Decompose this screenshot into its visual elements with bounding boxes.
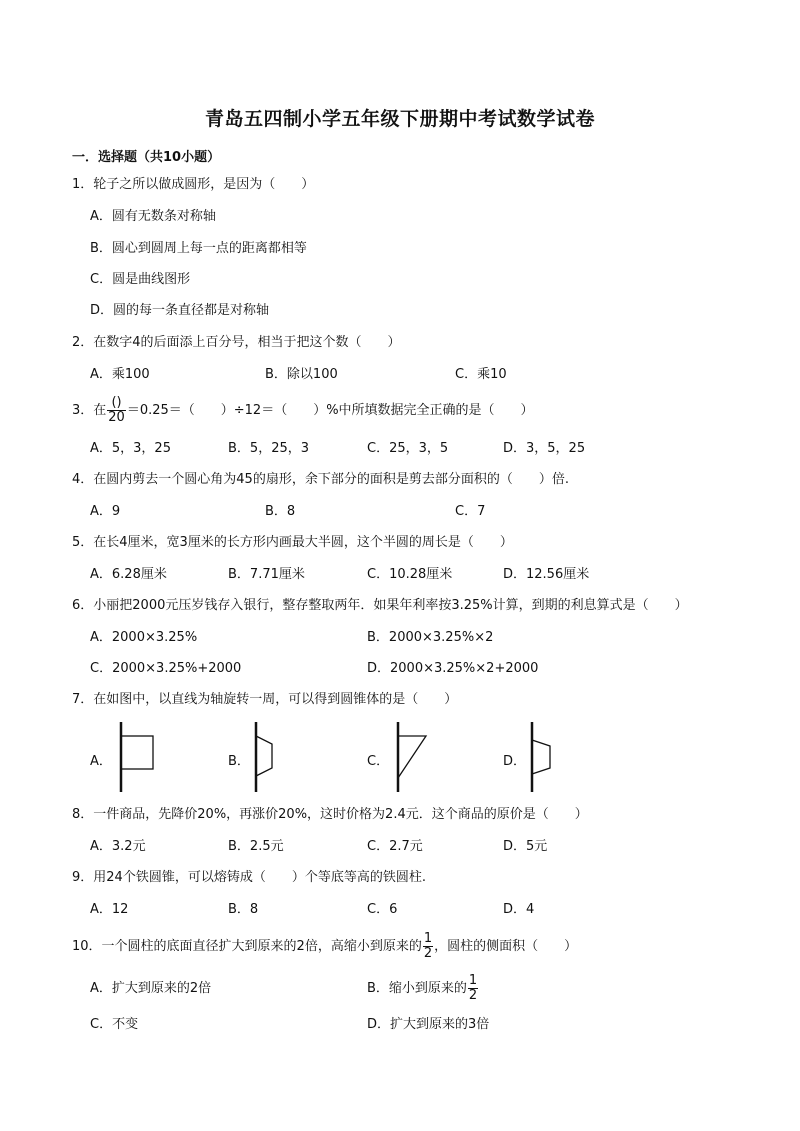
fraction-numerator: 1 (468, 973, 478, 988)
figure-b-trapezoid-on-axis (252, 722, 292, 792)
question-3-option-b[interactable]: B．5，25，3 (228, 441, 310, 456)
question-4-option-a[interactable]: A．9 (90, 504, 121, 519)
question-9-option-a[interactable]: A．12 (90, 902, 129, 917)
figure-d-trapezoid-on-axis (526, 722, 576, 792)
question-4-option-b[interactable]: B．8 (265, 504, 296, 519)
question-10-stem-prefix: 10．一个圆柱的底面直径扩大到原来的2倍，高缩小到原来的 (72, 939, 422, 954)
question-3-option-c[interactable]: C．25，3，5 (367, 441, 449, 456)
question-5-option-b[interactable]: B．7.71厘米 (228, 567, 305, 582)
fraction-denominator: 2 (468, 988, 478, 1003)
fraction-denominator: 20 (108, 410, 125, 425)
question-3-stem (72, 396, 534, 425)
question-7-option-a[interactable]: A． (90, 754, 112, 769)
question-4-stem: 4．在圆内剪去一个圆心角为45的扇形，余下部分的面积是剪去部分面积的（ ）倍. (72, 472, 569, 487)
question-2-stem: 2．在数字4的后面添上百分号，相当于把这个数（ ） (72, 335, 401, 350)
fraction-numerator: 1 (423, 931, 433, 946)
question-3-stem-suffix: ＝0.25＝（ ）÷12＝（ ）%中所填数据完全正确的是（ ） (126, 403, 534, 418)
question-8-stem: 8．一件商品，先降价20%，再涨价20%，这时价格为2.4元．这个商品的原价是（ ） (72, 807, 588, 822)
question-1-stem: 1．轮子之所以做成圆形，是因为（ ） (72, 177, 315, 192)
question-9-option-b[interactable]: B．8 (228, 902, 259, 917)
question-10-fraction (423, 932, 433, 961)
question-8-option-a[interactable]: A．3.2元 (90, 839, 146, 854)
question-1-option-a[interactable]: A．圆有无数条对称轴 (90, 209, 216, 224)
question-6-option-c[interactable]: C．2000×3.25%+2000 (90, 661, 242, 676)
question-10-stem (72, 932, 577, 961)
question-6-option-a[interactable]: A．2000×3.25% (90, 630, 198, 645)
question-5-stem: 5．在长4厘米，宽3厘米的长方形内画最大半圆，这个半圆的周长是（ ） (72, 535, 513, 550)
question-10-stem-suffix: ，圆柱的侧面积（ ） (434, 939, 578, 954)
question-9-option-d[interactable]: D．4 (503, 902, 535, 917)
question-2-option-c[interactable]: C．乘10 (455, 367, 507, 382)
question-10-option-b-fraction (468, 974, 478, 1003)
question-7-option-c[interactable]: C． (367, 754, 390, 769)
fraction-numerator: () (111, 395, 122, 410)
figure-c-triangle-on-axis (392, 722, 442, 792)
question-8-option-b[interactable]: B．2.5元 (228, 839, 284, 854)
question-10-option-c[interactable]: C．不变 (90, 1017, 139, 1032)
question-7-option-b[interactable]: B． (228, 754, 250, 769)
question-8-option-d[interactable]: D．5元 (503, 839, 548, 854)
question-10-option-b[interactable] (367, 974, 479, 1003)
question-3-option-a[interactable]: A．5，3，25 (90, 441, 171, 456)
question-1-option-c[interactable]: C．圆是曲线图形 (90, 272, 191, 287)
question-5-option-a[interactable]: A．6.28厘米 (90, 567, 167, 582)
question-3-option-d[interactable]: D．3，5，25 (503, 441, 586, 456)
question-4-option-c[interactable]: C．7 (455, 504, 486, 519)
question-2-option-b[interactable]: B．除以100 (265, 367, 338, 382)
question-10-option-d[interactable]: D．扩大到原来的3倍 (367, 1017, 490, 1032)
question-1-option-d[interactable]: D．圆的每一条直径都是对称轴 (90, 303, 270, 318)
question-9-option-c[interactable]: C．6 (367, 902, 398, 917)
question-6-option-b[interactable]: B．2000×3.25%×2 (367, 630, 494, 645)
question-5-option-d[interactable]: D．12.56厘米 (503, 567, 590, 582)
fraction-denominator: 2 (423, 946, 433, 961)
question-8-option-c[interactable]: C．2.7元 (367, 839, 423, 854)
question-7-option-d[interactable]: D． (503, 754, 527, 769)
question-10-option-b-text: B．缩小到原来的 (367, 981, 467, 996)
question-6-stem: 6．小丽把2000元压岁钱存入银行，整存整取两年．如果年利率按3.25%计算，到期的利息算式是（ ） (72, 598, 688, 613)
question-3-stem-prefix: 3．在 (72, 403, 107, 418)
question-9-stem: 9．用24个铁圆锥，可以熔铸成（ ）个等底等高的铁圆柱. (72, 870, 426, 885)
question-6-option-d[interactable]: D．2000×3.25%×2+2000 (367, 661, 539, 676)
question-1-option-b[interactable]: B．圆心到圆周上每一点的距离都相等 (90, 241, 307, 256)
figure-a-square-on-axis (115, 722, 165, 792)
question-2-option-a[interactable]: A．乘100 (90, 367, 150, 382)
question-3-fraction (107, 396, 126, 425)
question-10-option-a[interactable]: A．扩大到原来的2倍 (90, 981, 212, 996)
section-heading: 一．选择题（共10小题） (72, 150, 221, 165)
question-7-stem: 7．在如图中，以直线为轴旋转一周，可以得到圆锥体的是（ ） (72, 692, 458, 707)
question-5-option-c[interactable]: C．10.28厘米 (367, 567, 453, 582)
page-title: 青岛五四制小学五年级下册期中考试数学试卷 (204, 108, 595, 130)
